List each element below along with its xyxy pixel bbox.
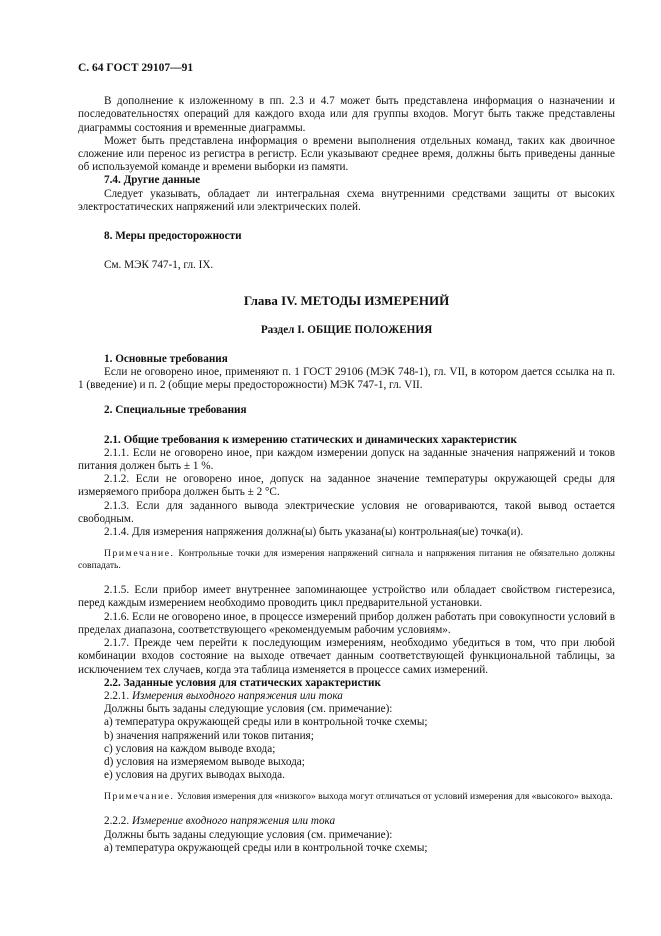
paragraph: Если не оговорено иное, применяют п. 1 ГОСТ 29106 (МЭК 748-1), гл. VII, в котором дается ссылка на п. 1 (введение) и п. 2 (общие меры предосторожности) МЭК 747-1, гл. VII. [78, 366, 615, 392]
paragraph: 2.1.6. Если не оговорено иное, в процессе измерений прибор должен работать при совокупности условий в пределах диапазона, соответствующего «рекомендуемым рабочим условиям». [78, 610, 615, 636]
note-text: Условия измерения для «низкого» выхода могут отличаться от условий измерения для «высокого» выхода. [176, 791, 613, 803]
list-item: d) условия на измеряемом выводе выхода; [104, 755, 305, 768]
paragraph: См. МЭК 747-1, гл. IX. [104, 259, 214, 272]
heading-2-1: 2.1. Общие требования к измерению статических и динамических характеристик [104, 433, 517, 446]
list-item: с) условия на каждом выводе входа; [104, 742, 276, 755]
subheading-2-2-2: 2.2.2. Измерение входного напряжения или тока [104, 815, 336, 828]
paragraph: 2.1.1. Если не оговорено иное, при каждом измерении допуск на заданные значения напряжений и токов питания должен быть ± 1 %. [78, 446, 615, 473]
heading-1: 1. Основные требования [104, 352, 228, 365]
subsection-heading-7-4: 7.4. Другие данные [104, 174, 201, 187]
note-label: Примечание. [104, 548, 175, 560]
paragraph: Должны быть заданы следующие условия (см. примечание): [104, 703, 393, 716]
list-item: b) значения напряжений или токов питания; [104, 729, 314, 742]
note [78, 791, 615, 803]
paragraph: 2.1.4. Для измерения напряжения должна(ы) быть указана(ы) контрольная(ые) точка(и). [104, 526, 524, 539]
list-item: а) температура окружающей среды или в контрольной точке схемы; [104, 716, 428, 729]
subheading-2-2-1: 2.2.1. Измерения выходного напряжения или тока [104, 689, 343, 702]
note-label: Примечание. [104, 791, 175, 803]
chapter-title: Глава IV. МЕТОДЫ ИЗМЕРЕНИЙ [243, 293, 450, 309]
note-text: Контрольные точки для измерения напряжений сигнала и напряжения питания не обязательно должны совпадать. [78, 548, 615, 572]
heading-2-2: 2.2. Заданные условия для статических характеристик [104, 676, 381, 689]
section-heading-8: 8. Меры предосторожности [104, 230, 242, 243]
list-item: а) температура окружающей среды или в контрольной точке схемы; [104, 841, 428, 854]
paragraph: 2.1.3. Если для заданного вывода электрические условия не оговариваются, такой вывод остается свободным. [78, 499, 615, 525]
paragraph: В дополнение к изложенному в пп. 2.3 и 4.7 может быть представлена информация о назначении и последовательностях операций для каждого входа или для группы входов. Могут быть также представлены диаграммы состояния и временные диаграммы. [78, 95, 615, 134]
document-page [78, 62, 615, 855]
list-item: е) условия на других выводах выхода. [104, 769, 285, 782]
paragraph: Может быть представлена информация о времени выполнения отдельных команд, таких как двоичное сложение или перенос из регистра в регистр. Если указывают среднее время, должны быть приведены данные об используемой команде и времени выборки из памяти. [78, 134, 615, 174]
heading-2: 2. Специальные требования [104, 404, 247, 417]
paragraph: 2.1.2. Если не оговорено иное, допуск на заданное значение температуры окружающей среды для измеряемого прибора должен быть ± 2 °С. [78, 473, 615, 499]
paragraph: 2.1.5. Если прибор имеет внутреннее запоминающее устройство или обладает свойством гистерезиса, перед каждым измерением необходимо проводить цикл предварительной установки. [78, 584, 615, 610]
paragraph: 2.1.7. Прежде чем перейти к последующим измерениям, необходимо убедиться в том, что при любой комбинации входов состояние на выходе отвечает данным соответствующей функциональной таблицы, за исключением тех случаев, когда эта таблица изменяется в процессе самих измерений. [78, 637, 615, 676]
paragraph: Должны быть заданы следующие условия (см. примечание): [104, 828, 393, 841]
note [78, 548, 615, 572]
page-header: С. 64 ГОСТ 29107—91 [78, 62, 194, 74]
section-title: Раздел I. ОБЩИЕ ПОЛОЖЕНИЯ [260, 323, 433, 336]
paragraph: Следует указывать, обладает ли интегральная схема внутренними средствами защиты от высоких электростатических напряжений или электрических полей. [78, 187, 615, 213]
